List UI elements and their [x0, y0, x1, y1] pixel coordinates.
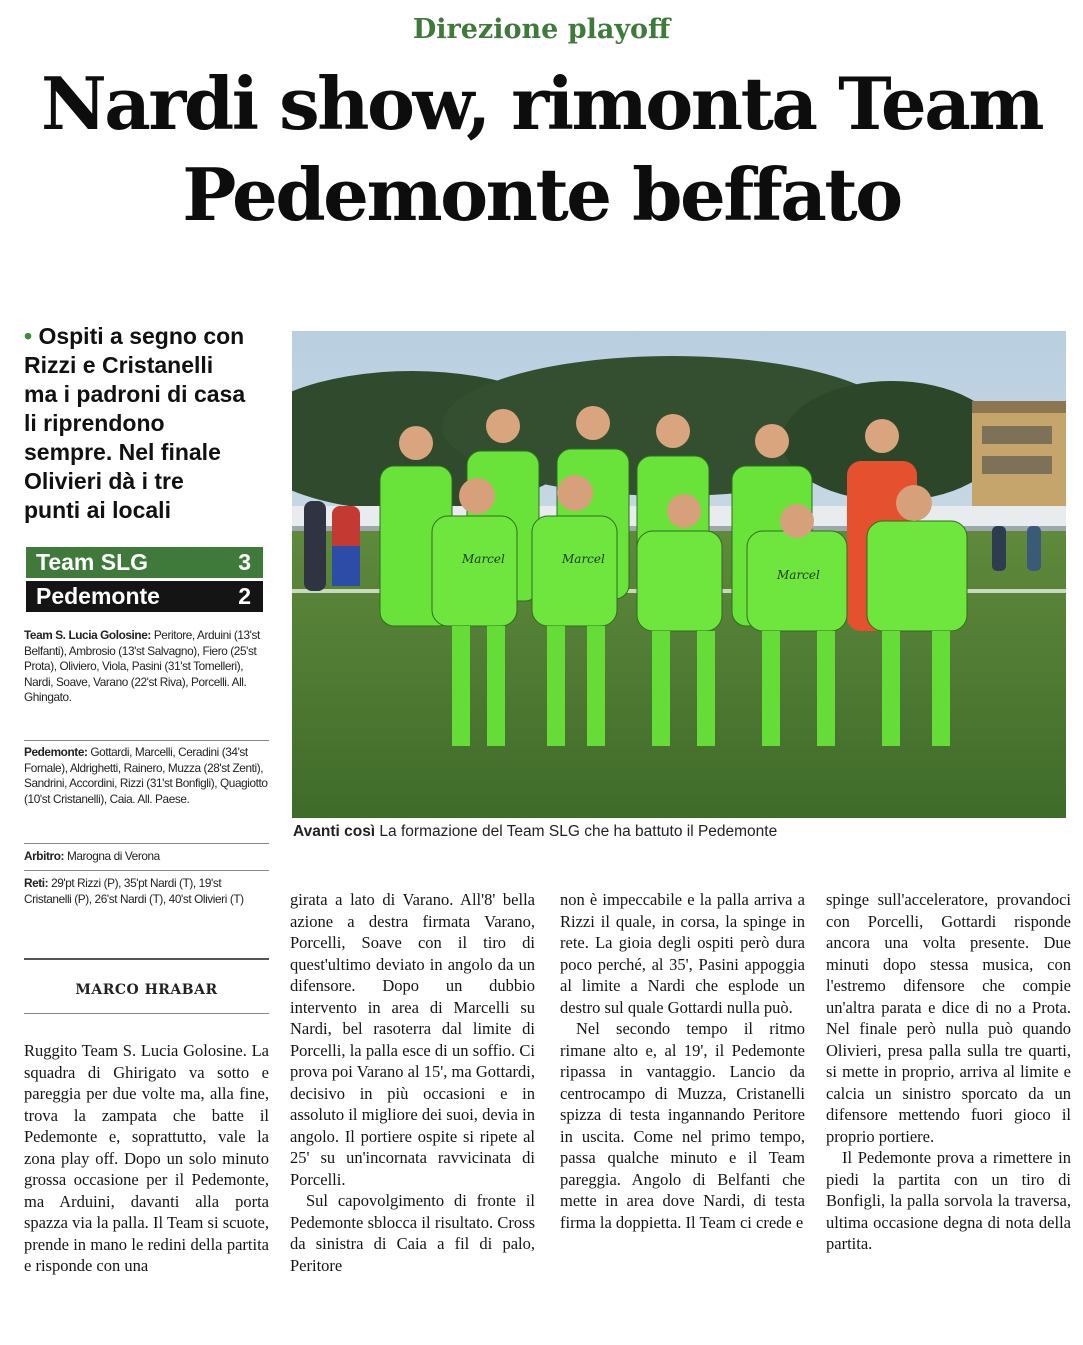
- referee-label: Arbitro:: [24, 849, 65, 863]
- article-column-3: [560, 889, 805, 1233]
- kicker: Direzione playoff: [412, 14, 671, 45]
- summary-bullet: •: [24, 323, 33, 349]
- summary-line: li riprendono: [24, 410, 165, 436]
- summary-line: Rizzi e Cristanelli: [24, 352, 214, 378]
- away-lineup-text: Gottardi, Marcelli, Ceradini (34'st Fornale), Aldrighetti, Rainero, Muzza (28'st Zenti), Sandrini, Accordini, Rizzi (31'st Bonfigli), Quagiotto (10'st Cristanelli), Caia. All. Paese.: [24, 745, 268, 806]
- shirt-sponsor-text: Marcel: [462, 552, 505, 566]
- goals: [24, 876, 269, 907]
- goals-text: 29'pt Rizzi (P), 35'pt Nardi (T), 19'st Cristanelli (P), 26'st Nardi (T), 40'st Olivieri (T): [24, 876, 244, 906]
- article-paragraph: Sul capovolgimento di fronte il Pedemonte sblocca il risultato. Cross da sinistra di Caia a fil di palo, Peritore: [290, 1191, 535, 1275]
- home-team-name: Team SLG: [36, 549, 149, 575]
- headline-line-1: Nardi show, rimonta Team: [40, 61, 1043, 146]
- away-lineup: [24, 745, 269, 807]
- scoreboard-away-row: [26, 581, 263, 612]
- divider: [24, 958, 269, 960]
- byline: MARCO HRABAR: [75, 982, 218, 998]
- referee: [24, 849, 269, 865]
- divider: [24, 870, 269, 871]
- article-paragraph: Ruggito Team S. Lucia Golosine. La squadra di Ghirigato va sotto e pareggia per due volte ma, alla fine, trova la zampata che batte il Pedemonte e, soprattutto, vale la zona play off. Dopo un solo minuto grossa occasione per il Pedemonte, ma Arduini, davanti alla porta spazza via la palla. Il Team si scuote, prende in mano le redini della partita e risponde con una: [24, 1041, 269, 1275]
- summary-line: ma i padroni di casa: [24, 381, 246, 407]
- headline-line-2: Pedemonte beffato: [182, 152, 901, 237]
- summary-line: Olivieri dà i tre: [24, 468, 184, 494]
- home-lineup-label: Team S. Lucia Golosine:: [24, 628, 151, 642]
- article-column-1: [24, 1040, 269, 1277]
- caption-text: La formazione del Team SLG che ha battuto il Pedemonte: [375, 823, 778, 840]
- article-paragraph: non è impeccabile e la palla arriva a Rizzi il quale, in corsa, la spinge in rete. La gioia degli ospiti però dura poco perché, al 35', Pasini appoggia al limite a Nardi che esplode un destro sul quale Gottardi nulla può.: [560, 890, 805, 1017]
- photo-caption: [293, 823, 777, 841]
- team-photo: [292, 331, 1066, 818]
- away-team-name: Pedemonte: [36, 583, 160, 609]
- article-paragraph: Il Pedemonte prova a rimettere in piedi la partita con un tiro di Bonfigli, la palla sorvola la traversa, ultima occasione degna di nota della partita.: [826, 1148, 1071, 1253]
- home-team-score: 3: [238, 549, 251, 575]
- scoreboard-home-row: [26, 547, 263, 578]
- summary-line: sempre. Nel finale: [24, 439, 221, 465]
- caption-bold: Avanti così: [293, 823, 376, 840]
- home-lineup-text: Peritore, Arduini (13'st Belfanti), Ambrosio (13'st Salvagno), Fiero (25'st Prota), Oliviero, Viola, Pasini (31'st Tomelleri), Nardi, Soave, Varano (22'st Riva), Porcelli. All. Ghingato.: [24, 628, 260, 705]
- divider: [24, 740, 269, 741]
- article-column-4: [826, 889, 1071, 1255]
- headline: [0, 58, 1083, 240]
- divider: [24, 1013, 269, 1014]
- summary-line: punti ai locali: [24, 497, 171, 523]
- referee-text: Marogna di Verona: [64, 849, 160, 863]
- summary: [24, 322, 274, 525]
- article-paragraph: spinge sull'acceleratore, provandoci con Porcelli, Gottardi risponde ancora una volta presente. Due minuti dopo stessa musica, con l'estremo difensore che compie un'altra parata e dice di no a Prota. Nel finale però nulla può quando Olivieri, presa palla sulla tre quarti, si mette in proprio, arriva al limite e calcia un sinistro sporcato da un difensore mettendo fuori gioco il proprio portiere.: [826, 890, 1071, 1146]
- home-lineup: [24, 628, 269, 706]
- shirt-sponsor-text: Marcel: [562, 552, 605, 566]
- shirt-sponsor-text: Marcel: [777, 568, 820, 582]
- article-column-2: [290, 889, 535, 1276]
- goals-label: Reti:: [24, 876, 49, 890]
- team-photo-illustration: [292, 331, 1066, 818]
- away-team-score: 2: [238, 583, 251, 609]
- away-lineup-label: Pedemonte:: [24, 745, 88, 759]
- article-paragraph: Nel secondo tempo il ritmo rimane alto e, al 19', il Pedemonte ripassa in vantaggio. Lancio da centrocampo di Muzza, Cristanelli spizza di testa ingannando Peritore in uscita. Come nel primo tempo, passa qualche minuto e il Team pareggia. Angolo di Belfanti che mette in area dove Nardi, di testa firma la doppietta. Il Team ci crede e: [560, 1019, 805, 1232]
- divider: [24, 843, 269, 844]
- article-paragraph: girata a lato di Varano. All'8' bella azione a destra firmata Varano, Porcelli, Soave con il tiro di quest'ultimo deviato in angolo da un difensore. Dopo un dubbio intervento in area di Marcelli su Nardi, bel rasoterra dal limite di Porcelli, la palla esce di un soffio. Ci prova poi Varano al 15', ma Gottardi, decisivo in più occasioni e in assoluto il migliore dei suoi, devia in angolo. Il portiere ospite si ripete al 25' su un'incornata ravvicinata di Porcelli.: [290, 890, 535, 1189]
- summary-line: Ospiti a segno con: [38, 323, 245, 349]
